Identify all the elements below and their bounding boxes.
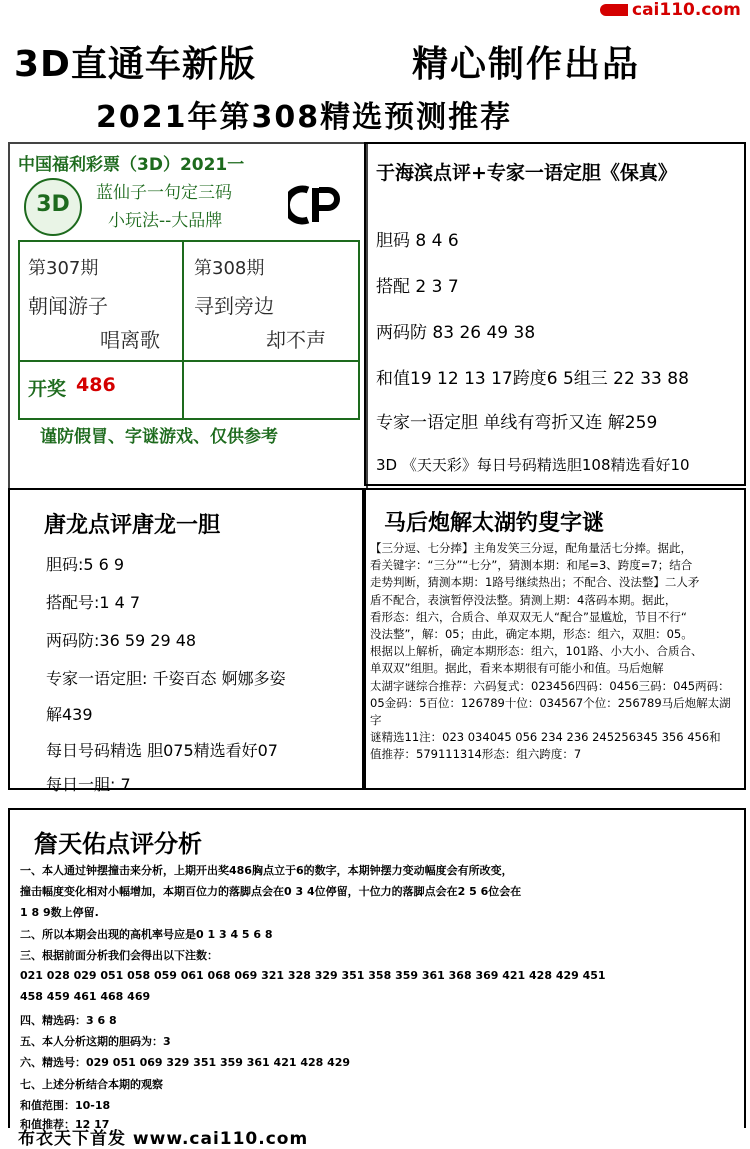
- tang-long-heading: 唐龙点评唐龙一胆: [44, 513, 221, 538]
- ma-hou-pao-panel: [364, 488, 746, 790]
- analysis-line: 1 8 9数上停留.: [20, 906, 99, 919]
- yu-haibin-row: 胆码 8 4 6: [376, 231, 459, 251]
- ma-hou-pao-line: 值推荐：579111314形态：组六跨度：7: [370, 747, 582, 762]
- tang-long-row: 每日号码精选 胆075精选看好07: [46, 741, 278, 760]
- analysis-line: 四、精选码：3 6 8: [20, 1014, 117, 1027]
- lottery-panel-header: 中国福利彩票（3D）2021一: [18, 155, 245, 175]
- tang-long-row: 每日一胆: 7: [46, 775, 131, 794]
- ma-hou-pao-body: [370, 540, 742, 764]
- lottery-panel: [8, 142, 368, 490]
- yu-haibin-row: 3D 《天天彩》每日号码精选胆108精选看好10: [376, 456, 690, 474]
- analysis-line: 三、根据前面分析我们会得出以下注数：: [20, 949, 218, 962]
- ma-hou-pao-line: 太湖字谜综合推荐：六码复式：023456四码：0456三码：045两码：: [370, 678, 730, 693]
- footer-credit: 布衣天下首发 www.cai110.com: [18, 1129, 309, 1149]
- prev-riddle-line-2: 唱离歌: [100, 328, 160, 352]
- analysis-line: 和值推荐：12 17: [20, 1118, 110, 1131]
- draw-label: 开奖: [28, 378, 67, 400]
- ma-hou-pao-line: 【三分逗、七分捧】主角发笑三分逗，配角量活七分捧。据此，: [370, 541, 692, 555]
- lottery-slogan-1: 蓝仙子一句定三码: [96, 183, 232, 203]
- ma-hou-pao-line: 根据以上解析，确定本期形态：组六，101路、小大小、合质合、: [370, 644, 703, 659]
- ma-hou-pao-line: 盾不配合，表演暂停没法整。猜测上期：4落码本期。据此，: [370, 592, 677, 607]
- prev-issue-label: 第307期: [28, 258, 99, 279]
- yu-haibin-panel: [364, 142, 746, 486]
- cur-riddle-line-2: 却不声: [266, 328, 326, 352]
- tang-long-row: 两码防:36 59 29 48: [46, 631, 197, 650]
- tang-long-row: 胆码:5 6 9: [46, 555, 125, 574]
- ma-hou-pao-line: 没法整”，解：05；由此，确定本期，形态：组六，双胆：05。: [370, 627, 693, 642]
- yu-haibin-row: 搭配 2 3 7: [376, 277, 459, 297]
- cur-issue-label: 第308期: [194, 258, 265, 279]
- yu-haibin-heading: 于海滨点评+专家一语定胆《保真》: [376, 162, 677, 184]
- zhan-tian-you-panel: [8, 808, 746, 1131]
- lottery-panel-footer: 谨防假冒、字谜游戏、仅供参考: [40, 427, 278, 447]
- lottery-ball-icon: [24, 178, 82, 236]
- draw-number: 486: [76, 374, 116, 396]
- yu-haibin-row: 和值19 12 13 17跨度6 5组三 22 33 88: [376, 369, 689, 389]
- ma-hou-pao-line: 05金码：5百位：126789十位：034567个位：256789马后炮解太湖字: [370, 695, 731, 728]
- ma-hou-pao-line: 走势判断，猜测本期：1路号继续热出；不配合、没法整】二人矛: [370, 575, 700, 590]
- lottery-ball-text: 3D: [36, 192, 70, 217]
- analysis-line: 一、本人通过钟摆撞击来分析，上期开出奖486胸点立于6的数字，本期钟摆力变动幅度会有所改变，: [20, 864, 513, 877]
- logo-mark-icon: [600, 4, 628, 16]
- prev-riddle-line-1: 朝闻游子: [28, 294, 108, 318]
- analysis-line: 五、本人分析这期的胆码为：3: [20, 1035, 171, 1048]
- tang-long-row: 专家一语定胆: 千姿百态 婀娜多姿: [46, 669, 286, 688]
- site-logo[interactable]: [600, 0, 750, 22]
- page-title-right: 精心制作出品: [412, 44, 641, 85]
- analysis-line: 二、所以本期会出现的高机率号应是0 1 3 4 5 6 8: [20, 928, 273, 941]
- analysis-line: 和值范围：10-18: [20, 1099, 111, 1112]
- grid-divider: [20, 360, 358, 362]
- page-subtitle: 2021年第308精选预测推荐: [96, 100, 513, 135]
- ma-hou-pao-line: 看形态：组六，合质合、单双双无人“配合”显尴尬，节目不行“: [370, 609, 687, 624]
- riddle-grid: [18, 240, 360, 420]
- analysis-line: 021 028 029 051 058 059 061 068 069 321 328 329 351 358 359 361 368 369 421 428 429 451: [20, 969, 606, 982]
- ma-hou-pao-line: 单双双”组胆。据此，看来本期很有可能小和值。马后炮解: [370, 661, 664, 676]
- analysis-line: 六、精选号：029 051 069 329 351 359 361 421 428 429: [20, 1056, 351, 1069]
- tang-long-row: 解439: [46, 705, 93, 724]
- cp-logo-icon: [288, 182, 342, 226]
- yu-haibin-row: 专家一语定胆 单线有弯折又连 解259: [376, 413, 658, 433]
- tang-long-row: 搭配号:1 4 7: [46, 593, 141, 612]
- lottery-slogan-2: 小玩法--大品牌: [108, 211, 223, 231]
- ma-hou-pao-line: 谜精选11注：023 034045 056 234 236 245256345 356 456和: [370, 730, 721, 745]
- page-title-left: 3D直通车新版: [14, 44, 256, 85]
- analysis-line: 撞击幅度变化相对小幅增加，本期百位力的落脚点会在0 3 4位停留，十位力的落脚点会在2 5 6位会在: [20, 885, 522, 898]
- cur-riddle-line-1: 寻到旁边: [194, 294, 274, 318]
- ma-hou-pao-heading: 马后炮解太湖钓叟字谜: [384, 511, 605, 536]
- analysis-line: 458 459 461 468 469: [20, 990, 151, 1003]
- site-logo-text: cai110.com: [632, 0, 741, 20]
- tang-long-panel: [8, 488, 364, 794]
- ma-hou-pao-line: 看关键字：“三分”“七分”，猜测本期：和尾=3、跨度=7；结合: [370, 558, 693, 573]
- grid-divider: [182, 242, 184, 418]
- zhan-tian-you-heading: 詹天佑点评分析: [34, 830, 202, 858]
- yu-haibin-row: 两码防 83 26 49 38: [376, 323, 536, 343]
- analysis-line: 七、上述分析结合本期的观察: [20, 1078, 163, 1091]
